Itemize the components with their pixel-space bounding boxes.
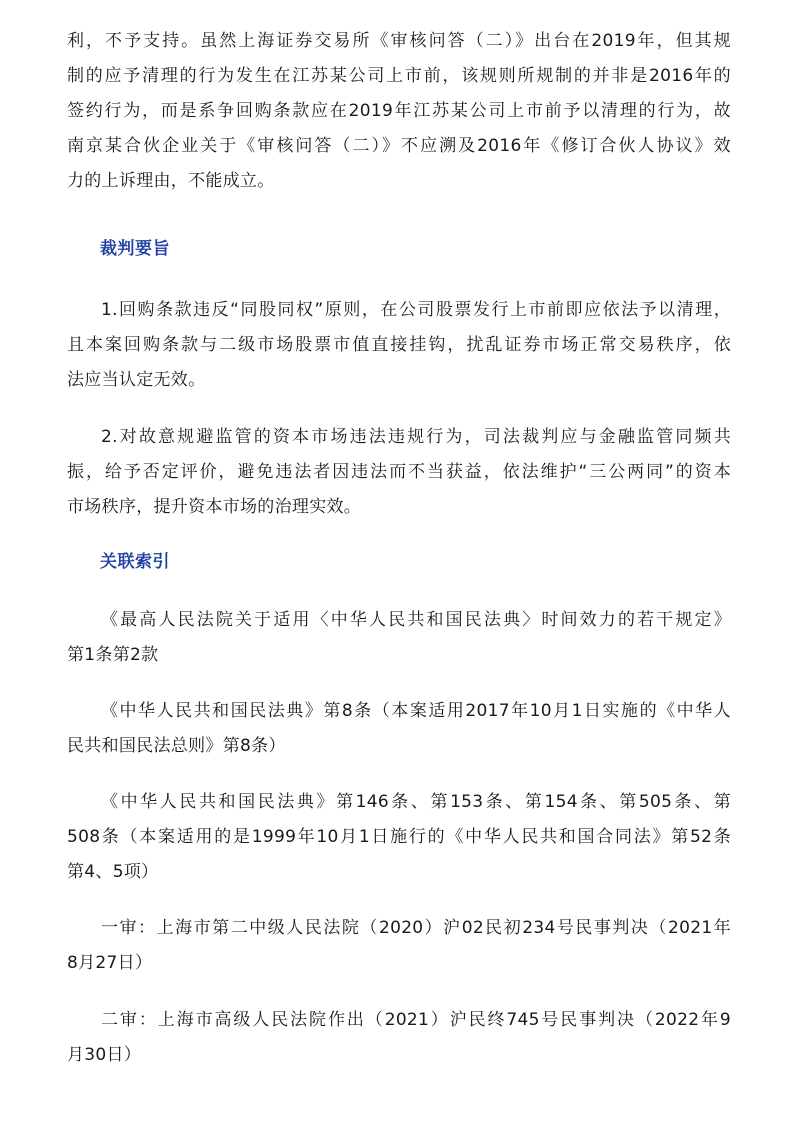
text-line: 签约行为，而是系争回购条款应在2019年江苏某公司上市前予以清理的行为，故 (67, 101, 731, 121)
text-line: 一审：上海市第二中级人民法院（2020）沪02民初234号民事判决（2021年 (101, 918, 731, 938)
paragraph-gist-2 (67, 420, 731, 525)
paragraph-index-1 (67, 603, 731, 673)
text-line: 第1条第2款 (67, 645, 159, 665)
paragraph-second-instance (67, 1003, 731, 1073)
text-line: 《最高人民法院关于适用〈中华人民共和国民法典〉时间效力的若干规定》 (101, 610, 731, 630)
text-line: 1.回购条款违反“同股同权”原则，在公司股票发行上市前即应依法予以清理， (101, 300, 731, 320)
text-line: 月30日） (67, 1045, 142, 1065)
paragraph-index-2 (67, 694, 731, 764)
paragraph-gist-1 (67, 293, 731, 398)
text-line: 《中华人民共和国民法典》第8条（本案适用2017年10月1日实施的《中华人 (101, 701, 731, 721)
text-line: 8月27日） (67, 953, 153, 973)
text-line: 法应当认定无效。 (67, 370, 206, 390)
paragraph-index-3 (67, 785, 731, 890)
text-line: 市场秩序，提升资本市场的治理实效。 (67, 497, 362, 517)
text-line: 振，给予否定评价，避免违法者因违法而不当获益，依法维护“三公两同”的资本 (67, 462, 731, 482)
text-line: 508条（本案适用的是1999年10月1日施行的《中华人民共和国合同法》第52条 (67, 827, 731, 847)
heading-related-index: 关联索引 (100, 552, 170, 572)
paragraph-court-reasoning (67, 24, 731, 199)
text-line: 制的应予清理的行为发生在江苏某公司上市前，该规则所规制的并非是2016年的 (67, 66, 731, 86)
text-line: 力的上诉理由，不能成立。 (67, 171, 275, 191)
text-line: 利，不予支持。虽然上海证券交易所《审核问答（二）》出台在2019年，但其规 (67, 31, 731, 51)
text-line: 第4、5项） (67, 862, 159, 882)
text-line: 2.对故意规避监管的资本市场违法违规行为，司法裁判应与金融监管同频共 (101, 427, 731, 447)
heading-ruling-gist: 裁判要旨 (100, 239, 170, 259)
text-line: 二审：上海市高级人民法院作出（2021）沪民终745号民事判决（2022年9 (101, 1010, 731, 1030)
text-line: 且本案回购条款与二级市场股票市值直接挂钩，扰乱证券市场正常交易秩序，依 (67, 335, 731, 355)
paragraph-first-instance (67, 911, 731, 981)
text-line: 民共和国民法总则》第8条） (67, 736, 286, 756)
text-line: 南京某合伙企业关于《审核问答（二）》不应溯及2016年《修订合伙人协议》效 (67, 136, 731, 156)
text-line: 《中华人民共和国民法典》第146条、第153条、第154条、第505条、第 (101, 792, 731, 812)
